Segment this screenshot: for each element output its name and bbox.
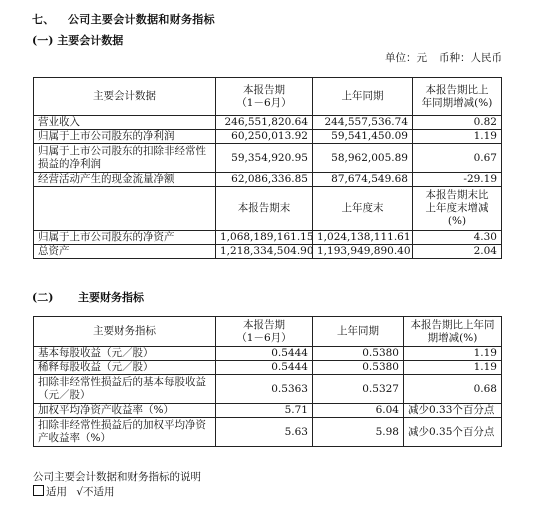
row-change: 2.04 <box>413 245 502 259</box>
row-change: 0.82 <box>413 116 502 130</box>
row-item: 扣除非经常性损益后的基本每股收益 （元／股） <box>34 375 216 404</box>
section-number: 七、 <box>32 13 55 26</box>
row-current: 1,218,334,504.90 <box>216 245 313 259</box>
table-row <box>34 130 502 144</box>
row-item: 归属于上市公司股东的净利润 <box>34 130 216 144</box>
table-row <box>34 347 502 361</box>
section-title-text: 公司主要会计数据和财务指标 <box>68 13 215 26</box>
row-current: 246,551,820.64 <box>216 116 313 130</box>
row-prior: 0.5380 <box>313 347 404 361</box>
row-prior: 1,193,949,890.40 <box>313 245 413 259</box>
row-prior: 59,541,450.09 <box>313 130 413 144</box>
subsection-number: (二) <box>32 291 54 304</box>
note-section <box>33 470 201 500</box>
unit-line <box>385 50 502 65</box>
currency-label: 币种：人民币 <box>439 52 502 64</box>
row-prior: 0.5380 <box>313 361 404 375</box>
subsection-title-accounting-data: (一) 主要会计数据 <box>32 34 124 47</box>
row-current: 60,250,013.92 <box>216 130 313 144</box>
row-current: 59,354,920.95 <box>216 144 313 173</box>
row-current: 0.5363 <box>216 375 313 404</box>
row-prior: 244,557,536.74 <box>313 116 413 130</box>
table-row <box>34 418 502 447</box>
row-prior: 6.04 <box>313 404 404 418</box>
row-current: 1,068,189,161.15 <box>216 231 313 245</box>
row-current: 5.63 <box>216 418 313 447</box>
row-current: 0.5444 <box>216 361 313 375</box>
row-change: 0.67 <box>413 144 502 173</box>
table-row <box>34 361 502 375</box>
table-row <box>34 116 502 130</box>
header-change: 本报告期比上年同 期增减(%) <box>404 317 502 347</box>
row-item: 营业收入 <box>34 116 216 130</box>
header-current: 本报告期 （1－6月） <box>216 317 313 347</box>
row-change: 1.19 <box>404 361 502 375</box>
row-change: 减少0.33个百分点 <box>404 404 502 418</box>
table-row <box>34 231 502 245</box>
unit-label: 单位：元 <box>385 52 427 64</box>
section-title <box>32 11 215 27</box>
row-prior: 1,024,138,111.61 <box>313 231 413 245</box>
row-current: 62,086,336.85 <box>216 173 313 187</box>
option-applicable: 适用 <box>46 486 67 498</box>
table-row <box>34 144 502 173</box>
table-header-row <box>34 78 502 116</box>
row-prior: 0.5327 <box>313 375 404 404</box>
row-current: 5.71 <box>216 404 313 418</box>
row-change: 1.19 <box>404 347 502 361</box>
header-change: 本报告期比上 年同期增减(%) <box>413 78 502 116</box>
accounting-data-table <box>33 77 502 259</box>
row-change: 0.68 <box>404 375 502 404</box>
row-prior: 5.98 <box>313 418 404 447</box>
header-item: 主要会计数据 <box>34 78 216 116</box>
row-item: 总资产 <box>34 245 216 259</box>
financial-indicators-table <box>33 316 502 447</box>
subheader-blank <box>34 187 216 231</box>
table-row <box>34 375 502 404</box>
header-item: 主要财务指标 <box>34 317 216 347</box>
row-change: -29.19 <box>413 173 502 187</box>
subheader-prior: 上年度末 <box>313 187 413 231</box>
row-prior: 87,674,549.68 <box>313 173 413 187</box>
row-item: 加权平均净资产收益率（%） <box>34 404 216 418</box>
table-header-row <box>34 317 502 347</box>
row-item: 稀释每股收益（元／股） <box>34 361 216 375</box>
row-current: 0.5444 <box>216 347 313 361</box>
row-change: 4.30 <box>413 231 502 245</box>
checkbox-icon <box>33 485 44 496</box>
row-change: 减少0.35个百分点 <box>404 418 502 447</box>
subsection-title-financial-indicators <box>32 289 144 305</box>
table-row <box>34 245 502 259</box>
row-item: 扣除非经常性损益后的加权平均净资 产收益率（%） <box>34 418 216 447</box>
subheader-change: 本报告期末比 上年度末增减 (%) <box>413 187 502 231</box>
row-item: 基本每股收益（元／股） <box>34 347 216 361</box>
table-row <box>34 404 502 418</box>
header-current: 本报告期 （1－6月） <box>216 78 313 116</box>
row-item: 经营活动产生的现金流量净额 <box>34 173 216 187</box>
applicability-options <box>33 485 201 500</box>
row-prior: 58,962,005.89 <box>313 144 413 173</box>
option-not-applicable: √不适用 <box>76 486 115 498</box>
subsection-title-text: 主要财务指标 <box>78 291 144 304</box>
note-title: 公司主要会计数据和财务指标的说明 <box>33 471 201 483</box>
row-item: 归属于上市公司股东的净资产 <box>34 231 216 245</box>
header-prior: 上年同期 <box>313 78 413 116</box>
row-item: 归属于上市公司股东的扣除非经常性 损益的净利润 <box>34 144 216 173</box>
table-row <box>34 173 502 187</box>
row-change: 1.19 <box>413 130 502 144</box>
subheader-current: 本报告期末 <box>216 187 313 231</box>
table-subheader-row <box>34 187 502 231</box>
header-prior: 上年同期 <box>313 317 404 347</box>
